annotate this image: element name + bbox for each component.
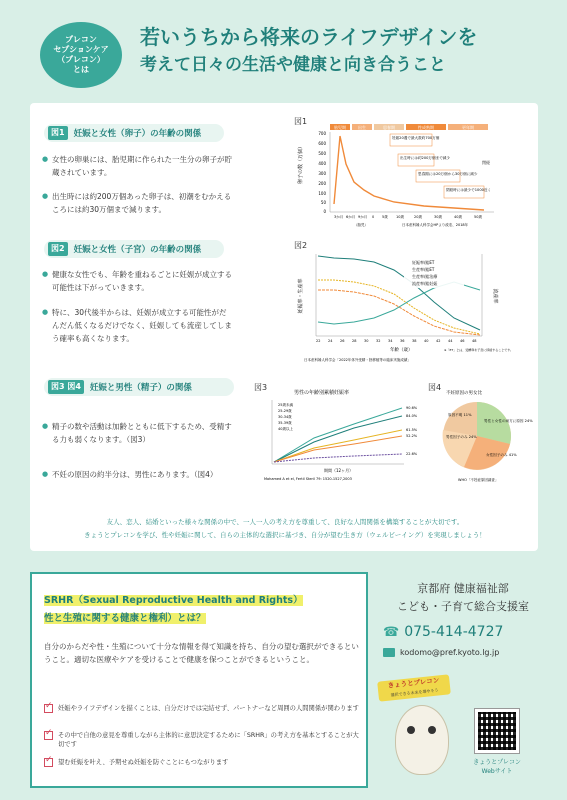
svg-text:300: 300: [318, 171, 326, 176]
svg-text:原因不明 11%: 原因不明 11%: [448, 413, 472, 417]
svg-text:20歳: 20歳: [414, 215, 422, 219]
svg-text:妊娠率/総ET: 妊娠率/総ET: [412, 260, 435, 265]
svg-text:3か月: 3か月: [334, 215, 344, 219]
svg-text:46: 46: [460, 339, 465, 343]
phase-label: 更年期: [462, 125, 474, 130]
svg-text:男性と女性の両方に原因 24%: 男性と女性の両方に原因 24%: [484, 419, 533, 423]
svg-text:90.6%: 90.6%: [406, 406, 418, 410]
svg-text:0: 0: [323, 209, 326, 214]
svg-text:女性因子のみ 41%: 女性因子のみ 41%: [486, 453, 517, 457]
svg-text:流産率: 流産率: [492, 288, 498, 304]
svg-text:61.5%: 61.5%: [406, 428, 418, 432]
svg-text:34: 34: [388, 339, 393, 343]
svg-text:26: 26: [340, 339, 345, 343]
phone-number[interactable]: 075-414-4727: [404, 624, 504, 640]
mascot-sign: きょうとプレコン 選択できる未来を増やそう: [377, 674, 451, 701]
svg-text:9か月: 9か月: [358, 215, 368, 219]
svg-text:22: 22: [316, 339, 321, 343]
svg-text:年齢（歳）: 年齢（歳）: [390, 348, 413, 353]
org-name: 京都府 健康福祉部: [417, 582, 509, 595]
series-line: [318, 282, 480, 324]
svg-text:40歳以上: 40歳以上: [278, 427, 293, 431]
svg-text:閉経時には最少で1000近く: 閉経時には最少で1000近く: [446, 188, 492, 192]
series-line: [318, 290, 480, 335]
svg-text:100: 100: [318, 191, 326, 196]
fig4-label: 図4: [428, 383, 442, 392]
svg-text:（胎児）: （胎児）: [354, 223, 368, 227]
closing-message: 友人、恋人、結婚といった様々な関係の中で、一人一人の考え方を尊重して、良好な人間関係を構築することが大切です。 きょうとプレコンを学び、性や妊娠に関して、自らの主体的な選択に基づき、自分が望む生き方（ウェルビーイング）を実現しましょう！: [84, 518, 486, 539]
svg-text:出生時には約200万個まで減少: 出生時には約200万個まで減少: [400, 156, 450, 160]
svg-text:30-34歳: 30-34歳: [278, 415, 292, 419]
page-title: 若いうちから将来のライフデザインを 考えて日々の生活や健康と向き合うこと: [140, 25, 478, 75]
contact-block: [383, 580, 543, 657]
svg-text:不妊原因の男女比: 不妊原因の男女比: [446, 391, 482, 396]
svg-text:36: 36: [400, 339, 405, 343]
mascot-illustration: [395, 705, 449, 775]
check-item: ✓ 望む妊娠を叶え、予期せぬ妊娠を防ぐことにもつながります: [44, 758, 359, 767]
email-row: [383, 648, 543, 657]
fig2-pregnancy-chart: [294, 250, 514, 366]
phase-label: 胎児期: [334, 125, 346, 130]
svg-text:思春期には20万個から30万個に減少: 思春期には20万個から30万個に減少: [418, 172, 478, 176]
series-line: [274, 436, 402, 462]
svg-text:25-29歳: 25-29歳: [278, 409, 292, 413]
fig3-label: 図3: [254, 383, 268, 392]
svg-text:30: 30: [364, 339, 369, 343]
svg-text:日本産科婦人科学会「2022年体外受精・胚移植等の臨床実施成: 日本産科婦人科学会「2022年体外受精・胚移植等の臨床実施成績」: [304, 358, 411, 362]
svg-text:24: 24: [328, 339, 333, 343]
srhr-heading: SRHR（Sexual Reproductive Health and Rights） 性と生殖に関する健康と権利）とは？: [44, 595, 303, 624]
fig2-label: 図2: [294, 241, 308, 250]
fig1-ovum-chart: [294, 124, 506, 232]
svg-text:48: 48: [472, 339, 477, 343]
fig4-pie-chart: [428, 386, 533, 484]
svg-text:※「ET」とは、受精卵を子宮に移植することです。: ※「ET」とは、受精卵を子宮に移植することです。: [444, 348, 514, 352]
svg-text:5歳: 5歳: [382, 215, 388, 219]
svg-text:700: 700: [318, 131, 326, 136]
svg-text:52.2%: 52.2%: [406, 434, 418, 438]
bullet: ● 出生時には約200万個あった卵子は、初潮をむかえるころには約30万個まで減ります。: [52, 190, 232, 216]
svg-text:40: 40: [424, 339, 429, 343]
svg-text:閉経: 閉経: [482, 160, 490, 165]
section-ovum-heading: 図1 妊娠と女性（卵子）の年齢の関係: [44, 124, 224, 142]
phase-label: 性成熟期: [418, 125, 434, 130]
svg-text:妊娠率・生産率: 妊娠率・生産率: [298, 278, 304, 314]
section-uterus-heading: 図2 妊娠と女性（子宮）の年齢の関係: [44, 240, 224, 258]
bullet: ● 特に、30代後半からは、妊娠が成立する可能性がだんだん低くなるだけでなく、妊娠しても流産してしまう確率も高くなります。: [52, 306, 232, 345]
bullet: ● 健康な女性でも、年齢を重ねるごとに妊娠が成立する可能性は下がっていきます。: [52, 268, 232, 294]
svg-text:200: 200: [318, 181, 326, 186]
svg-text:84.0%: 84.0%: [406, 414, 418, 418]
svg-text:25歳未満: 25歳未満: [278, 403, 293, 407]
fig3-male-age-chart: [254, 386, 426, 484]
svg-text:生産率/総ET: 生産率/総ET: [412, 267, 435, 272]
svg-text:男性の年齢別累積妊娠率: 男性の年齢別累積妊娠率: [294, 390, 350, 396]
preconception-badge: プレコン セプションケア （プレコン） とは: [40, 22, 122, 88]
svg-text:22.6%: 22.6%: [406, 452, 418, 456]
svg-text:600: 600: [318, 141, 326, 146]
svg-text:500: 500: [318, 151, 326, 156]
svg-text:10歳: 10歳: [396, 215, 404, 219]
svg-text:38: 38: [412, 339, 417, 343]
check-item: ✓ 妊娠やライフデザインを描くことは、自分だけでは完結せず、パートナーなど周囲の人間関係が関わります: [44, 704, 359, 713]
mail-icon: [383, 648, 395, 657]
mascot-eye: [407, 726, 415, 734]
fig1-label: 図1: [294, 117, 308, 126]
check-item: ✓ その中で自他の意見を尊重しながら主体的に意思決定するために「SRHR」の考え方を基本とすることが大切です: [44, 731, 359, 749]
svg-text:50歳: 50歳: [474, 215, 482, 219]
bullet: ● 女性の卵巣には、胎児期に作られた一生分の卵子が貯蔵されています。: [52, 153, 232, 179]
srhr-box: [30, 572, 368, 788]
svg-text:0: 0: [372, 215, 375, 219]
svg-text:50: 50: [320, 200, 326, 205]
svg-text:生産率/総治療: 生産率/総治療: [412, 274, 438, 279]
svg-text:28: 28: [352, 339, 357, 343]
svg-text:42: 42: [436, 339, 441, 343]
svg-text:流産率/総妊娠: 流産率/総妊娠: [412, 281, 438, 286]
svg-text:32: 32: [376, 339, 381, 343]
phase-label: 思春期: [383, 125, 395, 130]
svg-text:30歳: 30歳: [434, 215, 442, 219]
svg-text:妊娠20週で最大数約700万個: 妊娠20週で最大数約700万個: [392, 136, 440, 140]
svg-text:35-39歳: 35-39歳: [278, 421, 292, 425]
qr-caption: きょうとプレコン Webサイト: [473, 759, 521, 775]
svg-text:40歳: 40歳: [454, 215, 462, 219]
phase-label: 出生: [358, 125, 366, 130]
dept-name: こども・子育て総合支援室: [397, 600, 529, 613]
phone-row: [383, 624, 543, 640]
series-line: [274, 408, 402, 462]
bullet: ● 不妊の原因の約半分は、男性にあります。（図4）: [52, 468, 232, 481]
bullet: ● 精子の数や活動は加齢とともに低下するため、受精する力も弱くなります。（図3）: [52, 420, 232, 446]
phone-icon: ☎: [383, 624, 400, 640]
svg-text:400: 400: [318, 161, 326, 166]
srhr-body: 自分のからだや性・生殖について十分な情報を得て知識を持ち、自分の望む選択ができるということ。適切な医療やケアを受けることで健康を保つことができるということ。: [44, 642, 359, 664]
svg-text:男性因子のみ 24%: 男性因子のみ 24%: [446, 435, 477, 439]
svg-text:WHO「不妊症原因調査」: WHO「不妊症原因調査」: [458, 478, 499, 482]
svg-text:Mohamed A et el, Fertil Steril: Mohamed A et el, Fertil Steril 79: 1520-1527,2003: [264, 477, 352, 481]
email-address[interactable]: kodomo@pref.kyoto.lg.jp: [400, 648, 500, 657]
fig1-ylabel: 卵子の数（万個）: [298, 143, 304, 185]
svg-text:期間（12ヶ月）: 期間（12ヶ月）: [324, 468, 354, 473]
section-sperm-heading: 図3 図4 妊娠と男性（精子）の関係: [44, 378, 234, 396]
mascot-eye: [428, 726, 436, 734]
svg-text:6か月: 6か月: [346, 215, 356, 219]
qr-code[interactable]: [474, 708, 520, 754]
fig1-source: 日本産科婦人科学会HPより改変、2018年: [402, 223, 469, 227]
svg-text:44: 44: [448, 339, 453, 343]
